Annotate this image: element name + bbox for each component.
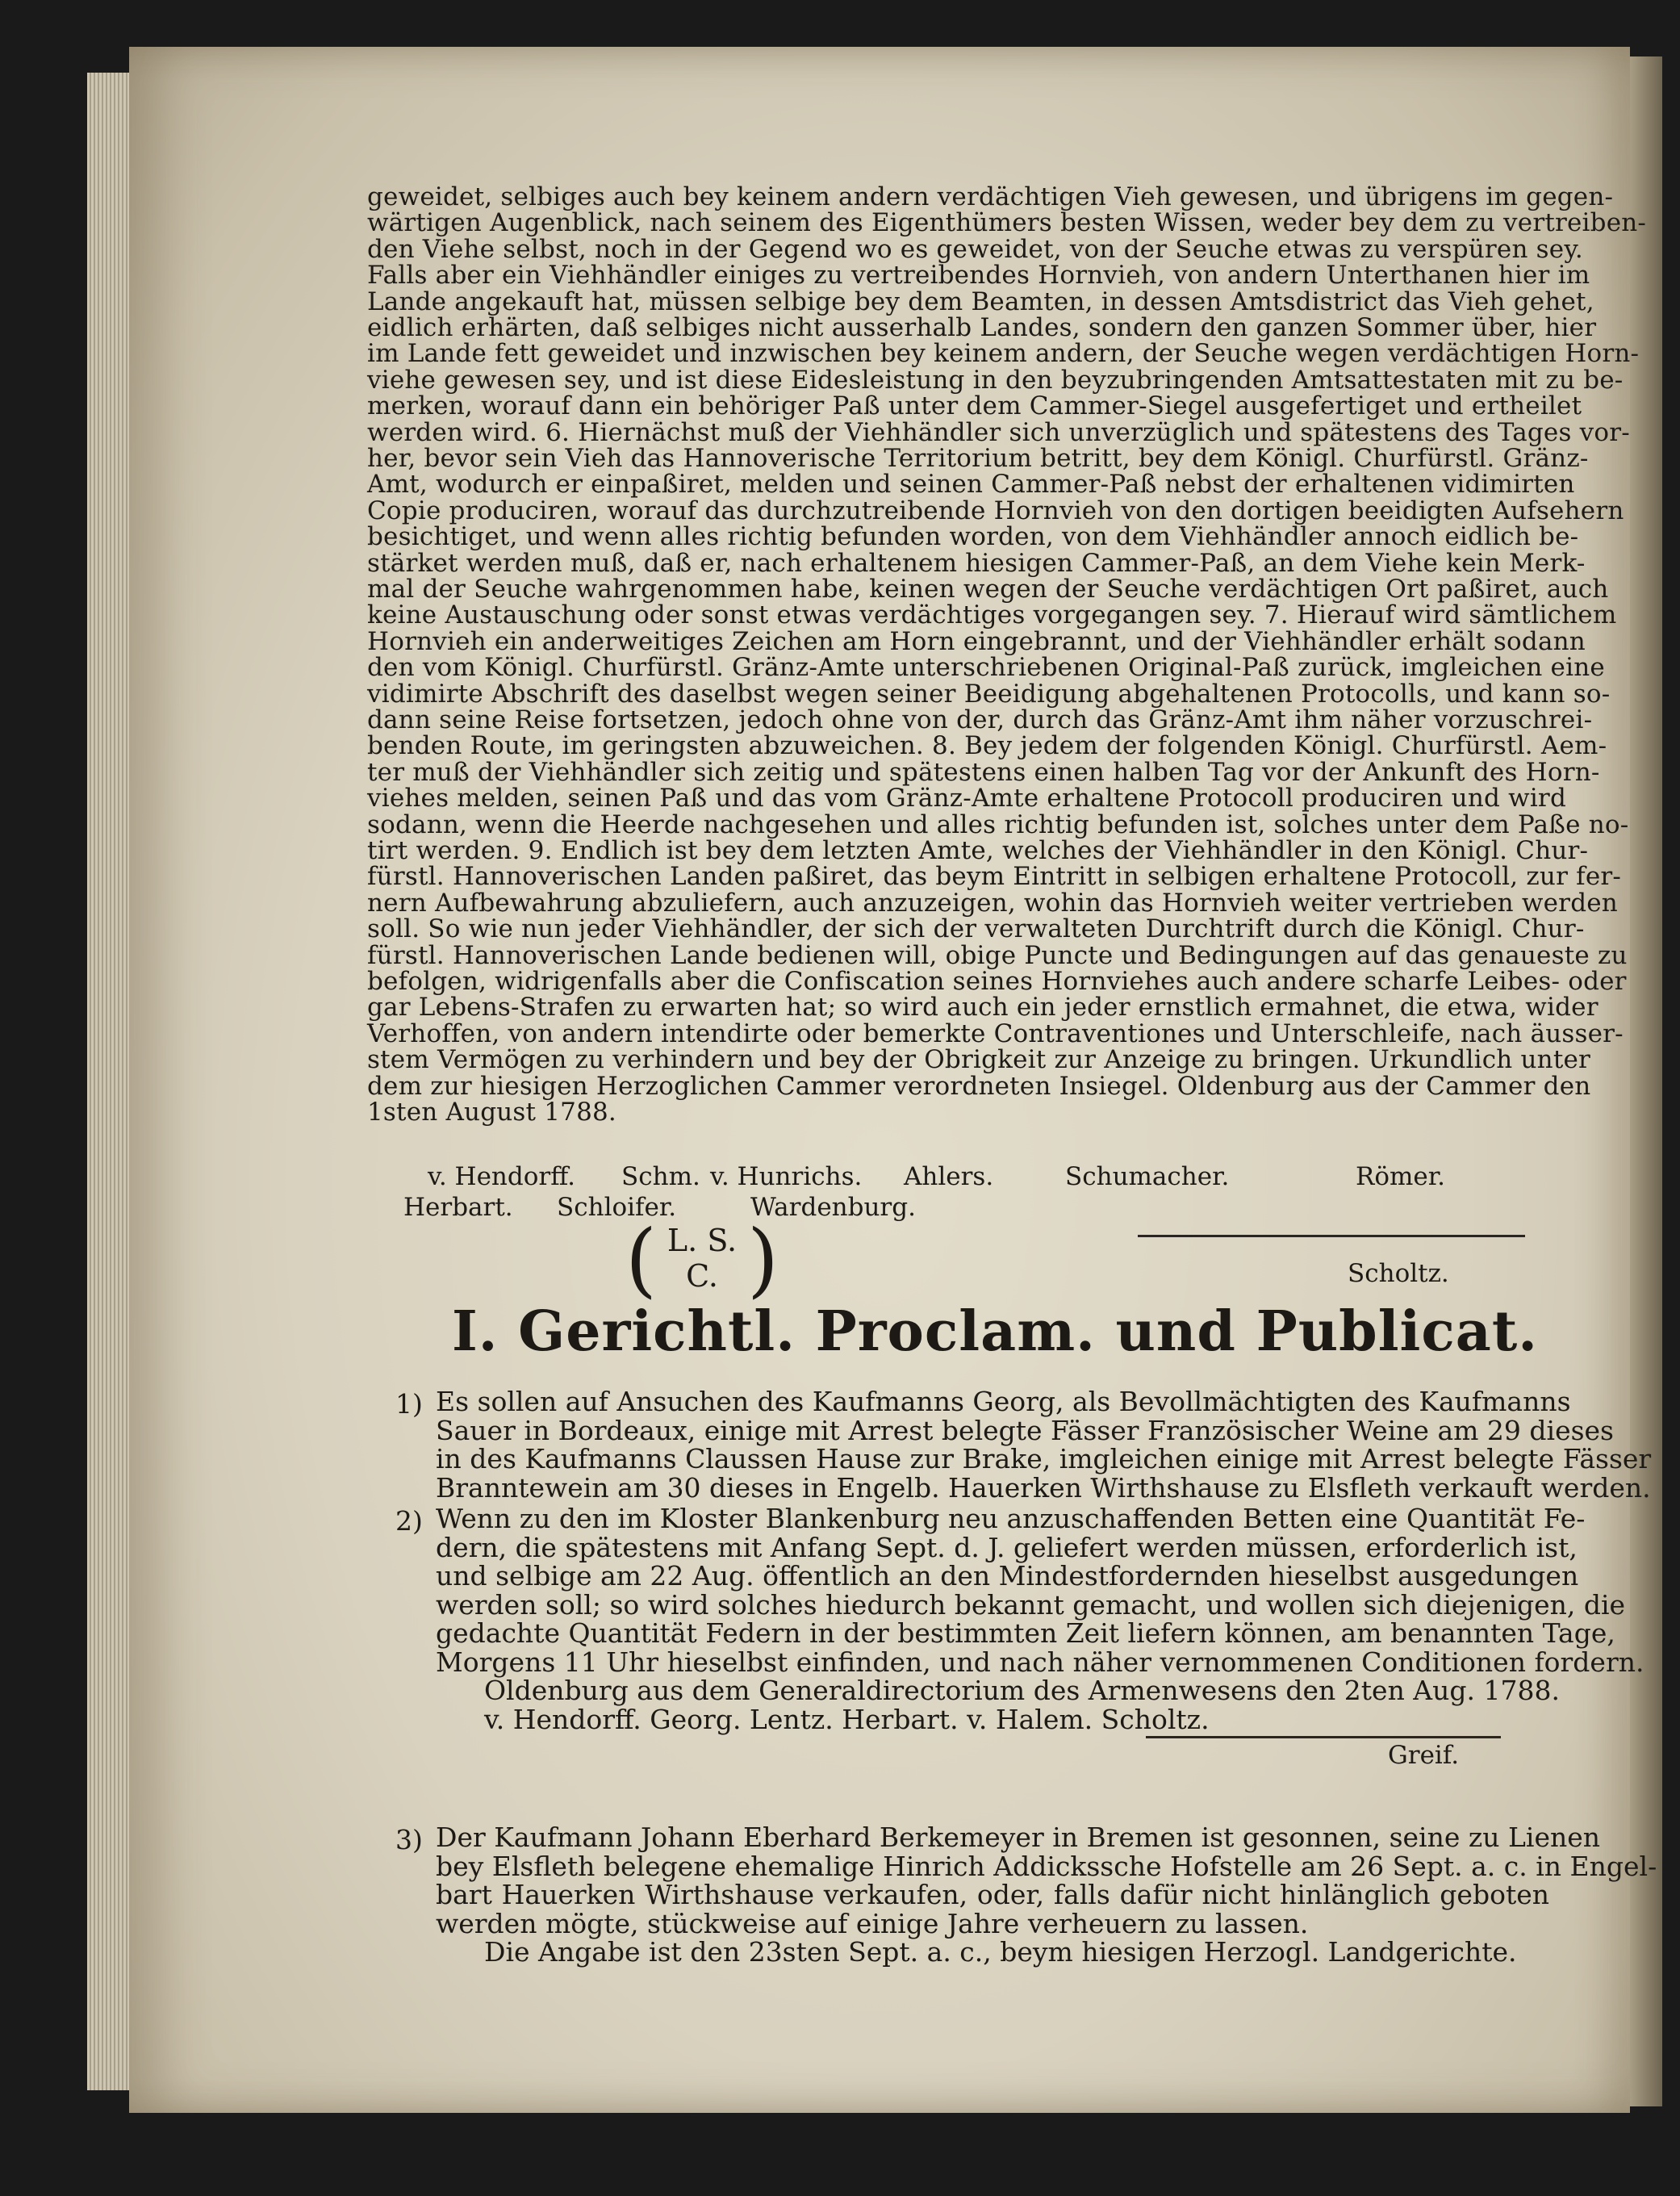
text-line: Amt, wodurch er einpaßiret, melden und seinen Cammer-Paß nebst der erhaltenen vidimirten [367, 470, 1575, 500]
seal-bottom-text: C. [686, 1258, 718, 1294]
text-line: den Viehe selbst, noch in der Gegend wo es geweidet, von der Seuche etwas zu verspüren sey. [367, 234, 1583, 264]
text-line: besichtiget, und wenn alles richtig befunden worden, von dem Viehhändler annoch eidlich be- [367, 522, 1579, 552]
notice-line: Die Angabe ist den 23sten Sept. a. c., beym hiesigen Herzogl. Landgerichte. [484, 1936, 1517, 1968]
text-line: benden Route, im geringsten abzuweichen. 8. Bey jedem der folgenden Königl. Churfürstl. Aem- [367, 731, 1607, 761]
section-heading: I. Gerichtl. Proclam. und Publicat. [452, 1299, 1538, 1364]
signature: Römer. [1356, 1162, 1446, 1191]
notice-line: gedachte Quantität Federn in der bestimmten Zeit liefern können, am benannten Tage, [436, 1617, 1615, 1649]
text-line: merken, worauf dann ein behöriger Paß unter dem Cammer-Siegel ausgefertiget und ertheilet [367, 391, 1582, 421]
text-line: wärtigen Augenblick, nach seinem des Eigenthümers besten Wissen, weder bey dem zu vertreiben- [367, 208, 1647, 238]
notice-line: werden mögte, stückweise auf einige Jahre verheuern zu lassen. [436, 1907, 1309, 1939]
text-line: den vom Königl. Churfürstl. Gränz-Amte unterschriebenen Original-Paß zurück, imgleichen eine [367, 653, 1605, 683]
signature-rule [1138, 1235, 1525, 1237]
seal-left-bracket: ( [625, 1212, 658, 1307]
signature: v. Hunrichs. [710, 1162, 863, 1191]
text-line: dann seine Reise fortsetzen, jedoch ohne von der, durch das Gränz-Amt ihm näher vorzuschrei- [367, 705, 1593, 734]
notice-line: v. Hendorff. Georg. Lentz. Herbart. v. Halem. Scholtz. [484, 1703, 1210, 1735]
text-line: viehe gewesen sey, und ist diese Eidesleistung in den beyzubringenden Amtsattestaten mit zu be- [367, 365, 1624, 395]
notice-number: 3) [395, 1824, 423, 1855]
notice-number: 2) [395, 1505, 423, 1537]
text-line: eidlich erhärten, daß selbiges nicht ausserhalb Landes, sondern den ganzen Sommer über, hier [367, 313, 1597, 342]
text-line: vidimirte Abschrift des daselbst wegen seiner Beeidigung abgehaltenen Protocolls, und kann so- [367, 679, 1611, 709]
signature-rule [1146, 1736, 1501, 1738]
text-line: dem zur hiesigen Herzoglichen Cammer verordneten Insiegel. Oldenburg aus der Cammer den [367, 1071, 1591, 1101]
notice-line: Morgens 11 Uhr hieselbst einfinden, und nach näher vernommenen Conditionen fordern. [436, 1646, 1644, 1678]
text-line: befolgen, widrigenfalls aber die Confiscation seines Hornviehes auch andere scharfe Leibes- oder [367, 967, 1627, 996]
signature: Schumacher. [1065, 1162, 1230, 1191]
text-line: fürstl. Hannoverischen Lande bedienen will, obige Puncte und Bedingungen auf das genaueste zu [367, 940, 1628, 970]
signature: Schm. [621, 1162, 700, 1191]
text-line: soll. So wie nun jeder Viehhändler, der sich der verwalteten Durchtrift durch die Königl. Chur- [367, 914, 1585, 944]
notice-number: 1) [395, 1388, 423, 1420]
text-line: keine Austauschung oder sonst etwas verdächtiges vorgegangen sey. 7. Hierauf wird sämtlichem [367, 600, 1617, 630]
text-line: 1sten August 1788. [367, 1098, 616, 1127]
notice-line: in des Kaufmanns Claussen Hause zur Brake, imgleichen einige mit Arrest belegte Fässer [436, 1443, 1652, 1474]
notice-line: Wenn zu den im Kloster Blankenburg neu anzuschaffenden Betten eine Quantität Fe- [436, 1503, 1586, 1534]
notice-line: bey Elsfleth belegene ehemalige Hinrich Addickssche Hofstelle am 26 Sept. a. c. in Engel- [436, 1850, 1657, 1882]
text-line: fürstl. Hannoverischen Landen paßiret, das beym Eintritt in selbigen erhaltene Protocoll, zur fer- [367, 862, 1622, 892]
seal-signer: Scholtz. [1348, 1259, 1449, 1288]
text-line: nern Aufbewahrung abzuliefern, auch anzuzeigen, wohin das Hornvieh weiter vertrieben werden [367, 888, 1618, 918]
seal-right-bracket: ) [746, 1212, 779, 1307]
text-line: gar Lebens-Strafen zu erwarten hat; so wird auch ein jeder ernstlich ermahnet, die etwa, wider [367, 993, 1599, 1023]
text-line: im Lande fett geweidet und inzwischen bey keinem andern, der Seuche wegen verdächtigen Horn- [367, 339, 1640, 369]
seal-top-text: L. S. [667, 1223, 738, 1258]
text-line: Falls aber ein Viehhändler einiges zu vertreibendes Hornvieh, von andern Unterthanen hier im [367, 261, 1590, 291]
text-line: tirt werden. 9. Endlich ist bey dem letzten Amte, welches der Viehhändler in den Königl. Chur- [367, 836, 1589, 865]
text-line: her, bevor sein Vieh das Hannoverische Territorium betritt, bey dem Königl. Churfürstl. Gränz- [367, 444, 1589, 473]
text-line: mal der Seuche wahrgenommen habe, keinen wegen der Seuche verdächtigen Ort paßiret, auch [367, 575, 1609, 604]
notice-line: bart Hauerken Wirthshause verkaufen, oder, falls dafür nicht hinlänglich geboten [436, 1879, 1549, 1910]
text-line: Copie produciren, worauf das durchzutreibende Hornvieh von den dortigen beeidigten Aufsehern [367, 496, 1624, 525]
notice-line: dern, die spätestens mit Anfang Sept. d. J. geliefert werden müssen, erforderlich ist, [436, 1531, 1578, 1563]
signature: Schloifer. [557, 1193, 677, 1222]
signature: v. Hendorff. [428, 1162, 575, 1191]
text-line: Hornvieh ein anderweitiges Zeichen am Horn eingebrannt, und der Viehhändler erhält sodann [367, 626, 1586, 656]
notice-line: werden soll; so wird solches hiedurch bekannt gemacht, und wollen sich diejenigen, die [436, 1588, 1626, 1621]
notice-signer: Greif. [1388, 1741, 1460, 1770]
text-line: viehes melden, seinen Paß und das vom Gränz-Amte erhaltene Protocoll produciren und wird [367, 784, 1566, 814]
notice-line: Sauer in Bordeaux, einige mit Arrest belegte Fässer Französischer Weine am 29 dieses [436, 1414, 1614, 1446]
notice-line: und selbige am 22 Aug. öffentlich an den Mindestfordernden hieselbst ausgedungen [436, 1560, 1579, 1592]
notice-line: Branntewein am 30 dieses in Engelb. Hauerken Wirthshause zu Elsfleth verkauft werden. [436, 1471, 1651, 1504]
text-line: Verhoffen, von andern intendirte oder bemerkte Contraventiones und Unterschleife, nach äusser- [367, 1019, 1624, 1048]
signature: Ahlers. [904, 1162, 994, 1191]
text-line: Lande angekauft hat, müssen selbige bey dem Beamten, in dessen Amtsdistrict das Vieh gehet, [367, 287, 1594, 316]
notice-line: Oldenburg aus dem Generaldirectorium des Armenwesens den 2ten Aug. 1788. [484, 1675, 1560, 1706]
notice-line: Es sollen auf Ansuchen des Kaufmanns Georg, als Bevollmächtigten des Kaufmanns [436, 1386, 1571, 1417]
text-line: geweidet, selbiges auch bey keinem andern verdächtigen Vieh gewesen, und übrigens im gegen- [367, 182, 1614, 211]
text-line: ter muß der Viehhändler sich zeitig und spätestens einen halben Tag vor der Ankunft des Horn- [367, 757, 1600, 787]
seal-mark [625, 1212, 779, 1307]
signature: Herbart. [403, 1193, 513, 1222]
text-line: werden wird. 6. Hiernächst muß der Viehhändler sich unverzüglich und spätestens des Tages vor- [367, 417, 1630, 447]
text-line: sodann, wenn die Heerde nachgesehen und alles richtig befunden ist, solches unter dem Paße no- [367, 809, 1629, 839]
text-line: stem Vermögen zu verhindern und bey der Obrigkeit zur Anzeige zu bringen. Urkundlich unter [367, 1045, 1591, 1075]
text-line: stärket werden muß, daß er, nach erhaltenem hiesigen Cammer-Paß, an dem Viehe kein Merk- [367, 548, 1586, 578]
signature: Wardenburg. [750, 1193, 916, 1222]
notice-line: Der Kaufmann Johann Eberhard Berkemeyer in Bremen ist gesonnen, seine zu Lienen [436, 1822, 1601, 1853]
